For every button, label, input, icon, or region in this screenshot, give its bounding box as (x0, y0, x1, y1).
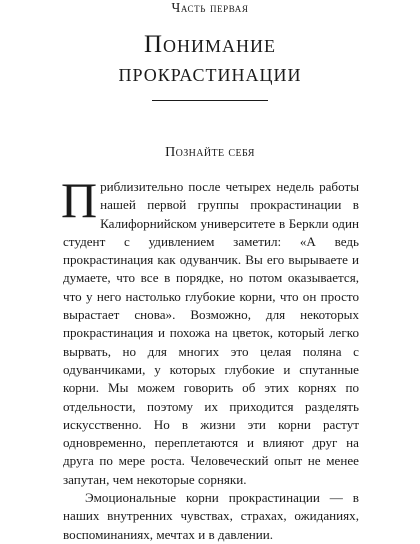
section-title: Познайте себя (165, 145, 255, 160)
paragraph-1 (61, 172, 359, 489)
part-label: Часть первая (171, 0, 249, 15)
paragraph-1-text: риблизительно после четырех недель работы нашей первой группы прокрастинации в Калифорнийском университете в Беркли один студент с удивлением заметил: «А ведь прокрастинация как одуванчик. Вы его вырываете и думаете, что все в порядке, но потом оказывается, что у него настолько глубокие корни, что он просто вырастает снова». Возможно, для некоторых прокрастинация и похожа на цветок, который легко вырвать, но для многих это целая поляна с одуванчиками, у которых глубокие и спутанные корни. Мы можем говорить об этих корнях по отдельности, поэтому их приходится разделять искусственно. Но в жизни эти корни растут одновременно, переплетаются и влияют друг на друга по мере роста. Человеческий опыт не менее запутан, чем некоторые сорняки. (63, 179, 359, 487)
chapter-title-line-1: Понимание (143, 31, 277, 58)
drop-cap: П (61, 172, 98, 228)
chapter-title (0, 30, 420, 88)
paragraph-2: Эмоциональные корни прокрастинации — в наших внутренних чувствах, страхах, ожиданиях, воспоминаниях, мечтах и в давлении. (63, 490, 359, 542)
title-divider (152, 100, 268, 101)
chapter-title-line-2: прокрастинации (118, 60, 302, 87)
body-text (61, 172, 359, 544)
